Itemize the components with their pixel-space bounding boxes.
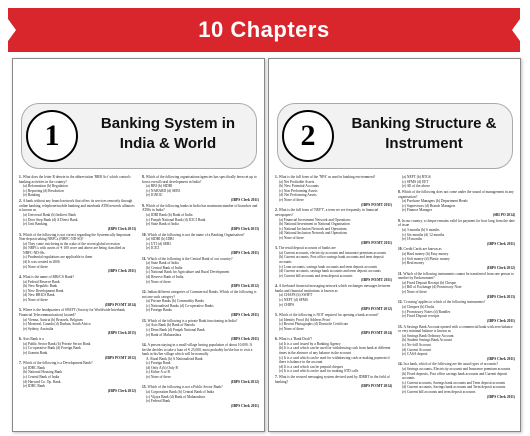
question-number: 5.: [19, 308, 22, 313]
answer-option: (e) Unit Banking: [23, 222, 48, 227]
question-number: 1.: [19, 175, 22, 179]
question-item: [142, 385, 259, 408]
answer-option: (b) New Potential Accounts: [279, 184, 319, 189]
answer-option: (d) Net Performing Assets: [279, 193, 317, 198]
answer-option: (a) NEFT (b) RTGS: [402, 175, 431, 179]
question-columns: [275, 175, 515, 427]
answer-option: (c) National Bank for Agriculture and Rural Development: [146, 270, 230, 275]
answer-option: (d) Harvard Co. Op. Bank: [23, 379, 61, 384]
exam-source: (IBPS Clerk 2011): [487, 356, 515, 361]
answer-option: (d) New BRICS Bank: [23, 293, 55, 298]
question-number: 11.: [398, 271, 403, 276]
answer-option: (e) 18 months: [402, 237, 422, 242]
answer-option: (c) NEFT (d) SFMS: [279, 298, 308, 302]
answer-option: (e) IGNOU: [146, 193, 163, 198]
answer-option: (c) Door Step Bank (d) A Direct Bank: [23, 217, 78, 222]
question-number: 3.: [19, 232, 22, 237]
answer-option: (c) Prudential regulations are applicable to them: [23, 255, 93, 260]
question-item: [398, 300, 515, 323]
answer-option: (e) Federal Bank: [146, 399, 171, 404]
question-text: Which of the following instruments cannot be transferred from one person to another by Endorsement?: [398, 271, 514, 281]
question-number: 12.: [142, 290, 147, 294]
question-item: [398, 272, 515, 300]
answer-option: (c) Reporting (d) Resolution: [23, 188, 64, 193]
answer-option: (d) Current accounts, Savings bank accounts and Term deposit accounts: [402, 385, 506, 390]
question-number: 1.: [275, 175, 278, 179]
exam-source: (IBPS Clerk 2012): [230, 379, 259, 384]
exam-source: (IBPS Clerk 2011): [487, 318, 515, 323]
answer-option: (e) State Bank of India: [146, 222, 179, 227]
question-item: [142, 204, 259, 232]
answer-option: (d) National Inclusion Network and Operations: [279, 231, 347, 236]
question-text: 'Crossing' applies to which of the following instruments?: [403, 300, 486, 305]
answer-option: (c) Recent Photographs (d) Domicile Certificate: [279, 322, 349, 327]
question-item: [398, 219, 515, 247]
exam-source: (IBPS PO/MT 2011): [361, 202, 392, 207]
question-text: What is the full form of 'NEFT', a term we see frequently in financial newspapers?: [275, 208, 379, 217]
answer-option: (c) Promissory Notes (d) Bundles: [402, 309, 451, 314]
answer-option: (d) Current Account: [402, 347, 431, 352]
answer-option: (c) Dena Bank (d) Punjab National Bank: [146, 327, 205, 332]
answer-option: (e) Sydney, Australia: [23, 326, 54, 331]
answer-option: (c) It is a card which can be used for withdrawing cash or making payment if there is balance in the account: [279, 355, 390, 365]
answer-option: (e) None of these: [279, 197, 304, 202]
question-item: [275, 313, 392, 336]
question-number: 10.: [398, 247, 403, 252]
question-item: [275, 246, 392, 283]
question-item: [398, 325, 515, 362]
question-number: 7.: [275, 375, 278, 380]
exam-source: (IBPS PO/MT 2014): [104, 302, 136, 307]
answer-option: (c) Soft money (d) Plastic money: [402, 256, 450, 261]
answer-option: (c) NABARD (d) SEBI: [146, 188, 180, 193]
question-text: What is a 'Bank Draft'?: [278, 337, 313, 342]
question-item: [398, 247, 515, 270]
answer-option: (a) IDBI Bank (b) Bank of India: [146, 212, 193, 217]
answer-option: (a) Purchase Managers (b) Department Heads: [402, 199, 468, 204]
exam-source: (IBPS Clerk 2013): [230, 226, 259, 231]
answer-option: (b) Current accounts, Post office savings bank accounts and term deposit accounts: [279, 255, 384, 265]
question-number: 2.: [19, 199, 22, 204]
answer-option: (e) Foreign Banks: [146, 308, 172, 313]
answer-option: (c) Nationalised Banks (d) Co-operative Banks: [146, 303, 214, 308]
answer-option: (a) Savings accounts, Electricity accounts and Insurance premium accounts: [402, 367, 511, 372]
answer-option: (e) Fixed Deposit receipts: [402, 314, 440, 319]
answer-option: (b) Student Savings Bank Account: [402, 338, 452, 343]
question-item: [142, 175, 259, 203]
answer-option: (b) National Housing Bank: [23, 370, 63, 375]
answer-option: (e) Bank of Maharashtra: [146, 332, 182, 337]
exam-source: (IBPS Clerk 2012): [107, 388, 136, 393]
question-columns: [19, 175, 259, 427]
question-text: Axis Bank is a: [22, 337, 44, 342]
exam-source: (IBPS Clerk 2012): [486, 265, 515, 270]
question-number: 4.: [275, 284, 278, 289]
answer-option: (a) Identity Proof (b) Address Proof: [279, 317, 331, 322]
question-item: [19, 308, 136, 336]
question-item: [398, 190, 515, 218]
answer-option: (c) Vijaya Bank (d) Bank of Maharashtra: [146, 394, 205, 399]
exam-source: (IBPS Clerk 2011): [487, 241, 515, 246]
answer-option: (c) Punjab National Bank (d) ICICI Bank: [146, 217, 206, 222]
question-text: A bank without any branch network that offers its services remotely through online banking, telephone/mobile banking and interbank ATM network alliances is known as: [19, 199, 135, 213]
question-item: [398, 362, 515, 399]
exam-source: (IBPS PO/MT 2014): [360, 384, 392, 389]
answer-option: (c) SFMS (d) EFT: [402, 179, 429, 184]
question-number: 14.: [142, 342, 147, 347]
question-item: [142, 319, 259, 342]
question-item: [275, 175, 392, 207]
answer-option: (d) It was created in 2006: [23, 260, 60, 265]
answer-option: (a) Current accounts, electricity accounts and insurance premium accounts: [279, 250, 387, 255]
answer-option: (a) Net Profitable Assets: [279, 179, 315, 184]
exam-source: (IBPS Clerk 2011): [108, 269, 136, 274]
exam-source: (IBPS PO/MT 2011): [361, 278, 392, 283]
answer-option: (c) National Inclusion Network and Operations: [279, 226, 347, 231]
answer-option: (e) Finance Manager: [402, 208, 432, 213]
answer-option: (c) Central Bank of India: [23, 375, 60, 380]
question-text: Which of the following does not come under the sound of management in any organisation?: [398, 189, 514, 199]
answer-option: (c) Non Performing Assets: [279, 188, 318, 193]
question-item: [275, 284, 392, 312]
answer-option: (a) 3 months (b) 6 months: [402, 227, 440, 232]
exam-source: (SBI PO 2014): [492, 212, 515, 217]
question-item: [398, 175, 515, 189]
exam-source: (IBPS PO/MT 2012): [104, 355, 136, 360]
banner-title: 10 Chapters: [198, 17, 330, 42]
question-column: [19, 175, 136, 427]
exam-source: (IBPS Clerk 2013): [107, 226, 136, 231]
question-text: Where is the headquarters of SWIFT (Society for Worldwide Interbank Financial Telecommunication) located?: [19, 308, 125, 317]
chapter-page-1: [12, 58, 265, 432]
answer-option: (b) NBFCs with assets of ₹ 100 crore and above are being classified as NBFC-ND-SIs: [23, 246, 126, 255]
question-number: 4.: [19, 275, 22, 280]
answer-option: (e) It is a card which can be used for making STD calls: [279, 369, 359, 374]
question-text: What does the letter R denote in the abbreviation 'RRB Act' which controls banking activities in the country?: [19, 175, 131, 184]
answer-option: (a) They come into being in the wake of the recent global recession: [23, 241, 120, 246]
question-number: 14.: [398, 362, 403, 367]
question-text: Which of the following banks in India has maximum number of branches and ATMs in India?: [142, 203, 258, 213]
question-column: [398, 175, 515, 427]
chapter-header: [277, 103, 513, 169]
question-item: [19, 337, 136, 360]
question-text: Which of the following is NOT required for opening a bank account?: [278, 312, 379, 317]
question-number: 12.: [398, 300, 403, 305]
answer-option: (a) Savings Bank Ordinary Account: [402, 333, 454, 338]
exam-source: (IBPS PO/MT 2014): [360, 331, 392, 336]
question-number: 8.: [142, 175, 145, 179]
question-number: 11.: [142, 256, 147, 261]
answer-option: (e) None of these: [402, 290, 427, 294]
question-number: 3.: [275, 246, 278, 251]
answer-option: (c) Montreal, Canada (d) Durban, South Africa: [23, 322, 91, 327]
exam-source: (IBPS Clerk 2012): [230, 284, 259, 289]
question-item: [275, 337, 392, 374]
question-column: [275, 175, 392, 427]
question-number: 13.: [398, 324, 403, 329]
question-number: 5.: [275, 312, 278, 317]
question-number: 2.: [275, 208, 278, 213]
answer-option: (a) Universal Bank (b) Indirect Bank: [23, 212, 76, 217]
question-text: Which of the following is not a Public Sector Bank?: [147, 385, 223, 390]
question-text: In our country, a cheque remains valid for payment for how long from the date of issue: [398, 218, 515, 228]
chapter-title: Banking Structure & Instrument: [351, 115, 497, 152]
answer-option: (c) Bill of Exchange (d) Promissory Note: [402, 285, 462, 290]
answer-option: (c) Supervisors (d) Branch Managers: [402, 203, 456, 208]
answer-option: (a) State Bank of India: [146, 261, 179, 266]
chapter-title: Banking System in India & World: [100, 115, 236, 152]
answer-option: (a) Vienna, Austria (b) Brussels, Belgium: [23, 317, 83, 322]
exam-source: (IBPS Clerk 2011): [231, 403, 259, 408]
answer-option: (e) All of the above: [402, 184, 430, 189]
answer-option: (e) Real money: [402, 261, 425, 266]
answer-option: (b) Central Bank of India: [146, 265, 183, 270]
question-text: Which of the following is a private Bank functioning in India?: [147, 318, 238, 323]
question-text: A Savings Bank Account opened with a commercial bank with zero balance or very minimal balance is known as: [398, 324, 513, 334]
question-text: Which of the following is not correct regarding the Systemically Important Non-deposit taking NBFCs (NBFC-ND-SI)?: [19, 232, 131, 242]
question-number: 9.: [142, 203, 145, 208]
answer-option: (a) Cheques (b) Drafts: [402, 304, 435, 309]
answer-option: (d) It is a card which can be prepaid cheques: [279, 364, 344, 369]
question-item: [19, 275, 136, 307]
exam-source: (IBPS Clerk 2011): [231, 250, 259, 255]
answer-option: (e) ICICI: [146, 246, 160, 251]
question-number: 7.: [19, 361, 22, 366]
question-text: Indian different categories of Commercial Banks. Which of the following is not one such category?: [142, 290, 257, 299]
exam-source: (IBPS PO/MT 2011): [361, 240, 392, 245]
exam-source: (IBPS PO/MT 2012): [360, 307, 392, 312]
question-text: What is the secured messaging system devised used by IDRBT in the field of banking?: [275, 375, 390, 384]
chapter-page-2: [268, 58, 521, 432]
answer-option: (a) Axis Bank (b) Bank of Baroda: [146, 323, 195, 328]
answer-option: (c) Loan accounts, savings bank accounts and term deposit accounts: [279, 264, 377, 269]
answer-option: (a) Fixed Deposit Receipt (b) Cheque: [402, 280, 456, 285]
chapter-number: 1: [26, 110, 78, 162]
question-text: A person staying in a small village having population of about 10,000. If he/she decides to take a loan of ₹ 25,000, most probably he/she has to visit a bank in his/her village which will be normally: [142, 342, 253, 357]
question-text: Credit Cards are known as: [403, 247, 442, 252]
answer-option: (a) It is a card issued by a Banking Agency: [279, 341, 341, 346]
answer-option: (a) Reformation (b) Regulation: [23, 184, 68, 189]
question-item: [142, 257, 259, 289]
answer-option: (a) Public Sector Bank (b) Private Sector Bank: [23, 341, 91, 346]
question-item: [275, 375, 392, 389]
question-item: [142, 233, 259, 256]
question-number: 13.: [142, 318, 147, 323]
question-text: Which of the following is the Central Bank of our country?: [147, 256, 233, 261]
answer-option: (c) No-frill Account: [402, 342, 431, 347]
answer-option: (e) Gramin Bank: [23, 350, 48, 355]
answer-option: (c) New Development Bank: [23, 288, 64, 293]
answer-option: (a) Corporation Bank (b) Central Bank of India: [146, 390, 214, 395]
answer-option: (e) Current bill accounts and term deposit accounts: [402, 390, 476, 395]
chapter-header: [21, 103, 257, 169]
answer-option: (d) Reserve Bank of India: [146, 275, 184, 280]
exam-source: (IBPS Clerk 2011): [231, 337, 259, 342]
answer-option: (a) Hard money (b) Easy money: [402, 252, 449, 257]
answer-option: (b) National Investment in National Organisation: [279, 222, 350, 227]
answer-option: (c) Foreign Bank: [146, 361, 171, 366]
exam-source: (IBPS Clerk 2011): [231, 197, 259, 202]
answer-option: (e) None of these: [279, 326, 304, 331]
answer-option: (c) Current accounts, Savings bank accounts and Term deposit accounts: [402, 380, 506, 385]
question-item: [19, 175, 136, 198]
answer-option: (a) Private Banks (b) Commodity Banks: [146, 299, 204, 304]
answer-option: (a) Financial Investment Network and Operations: [279, 217, 351, 222]
question-column: [142, 175, 259, 427]
exam-source: (IBPS Clerk 2011): [487, 394, 515, 399]
question-item: [275, 208, 392, 245]
question-number: 6.: [275, 337, 278, 342]
answer-option: (e) None of these: [279, 235, 304, 240]
question-number: 9.: [398, 218, 401, 223]
answer-option: (a) RBI (b) SIDBI: [146, 184, 173, 189]
question-text: Which of the following is a Development Bank?: [22, 361, 93, 366]
question-item: [19, 233, 136, 274]
question-text: The retail deposit accounts of banks are: [278, 246, 336, 251]
answer-option: (e) Banking: [23, 193, 41, 198]
chapters-banner: [8, 8, 520, 52]
answer-option: (d) Only A (b) Only B: [146, 365, 178, 370]
answer-option: (e) None of these: [146, 279, 171, 284]
answer-option: A. Rural Bank (b) A Nationalised Bank: [146, 356, 203, 361]
answer-option: (e) IDBC Bank: [23, 384, 45, 389]
question-item: [142, 343, 259, 384]
exam-source: (IBPS Clerk 2015): [107, 331, 136, 336]
answer-option: (c) UTI (d) SEBI: [146, 241, 171, 246]
answer-option: (c) Co-operative Bank (d) Foreign Bank: [23, 346, 81, 351]
question-number: 15.: [142, 385, 147, 390]
answer-option: (a) Federal Reserve Bank: [23, 279, 60, 284]
question-text: In a bank, which of the following are the usual types of accounts?: [403, 362, 499, 367]
answer-option: (e) Current bill accounts and term deposit accounts: [279, 273, 353, 278]
exam-source: (IBPS Clerk 2013): [486, 294, 515, 299]
exam-source: (IBPS Clerk 2011): [231, 312, 259, 317]
answer-option: (b) It is a card which can be used for withdrawing cash from bank at different times in the absence of any balance in the account: [279, 346, 391, 355]
answer-option: (e) None of these: [146, 375, 171, 380]
answer-option: (c) Either A or B: [146, 370, 170, 375]
answer-option: (a) CHAPS (b) SWIFT: [279, 293, 313, 298]
question-item: [19, 199, 136, 231]
question-number: 10.: [142, 232, 147, 237]
answer-option: (a) SIDBI (b) IDBI: [146, 237, 174, 242]
question-text: Which of the following organisations/agencies has specifically been set up to boost overall rural development in India?: [142, 175, 257, 184]
question-text: Which of the following is not the name of a Banking Organisation?: [147, 232, 245, 237]
answer-option: (c) Six months (d) 12 months: [402, 232, 445, 237]
answer-option: (b) New Republic Bank: [23, 284, 58, 289]
question-text: A fireboard financial messaging network which exchanges messages between banks and financial institutions is known as: [275, 284, 391, 293]
answer-option: (b) Fixed deposits, Post office savings bank accounts and Current deposit accounts: [402, 371, 508, 381]
answer-option: (e) CHIPS: [279, 302, 295, 307]
question-text: What is the name of RBI/CS Bank?: [22, 275, 75, 280]
question-item: [19, 361, 136, 393]
answer-option: (d) Current accounts, savings bank accounts and term deposit accounts: [279, 269, 381, 274]
question-number: 6.: [19, 337, 22, 342]
answer-option: (e) CASA deposit: [402, 352, 428, 357]
chapter-number: 2: [282, 110, 334, 162]
question-item: [142, 290, 259, 318]
answer-option: (a) IDBC Bank: [23, 365, 45, 370]
question-text: What is the full form of the 'NPA' as used in banking environment?: [278, 175, 376, 179]
answer-option: (e) None of these: [23, 298, 48, 302]
answer-option: (e) None of these: [23, 264, 48, 269]
question-number: 8.: [398, 189, 401, 194]
